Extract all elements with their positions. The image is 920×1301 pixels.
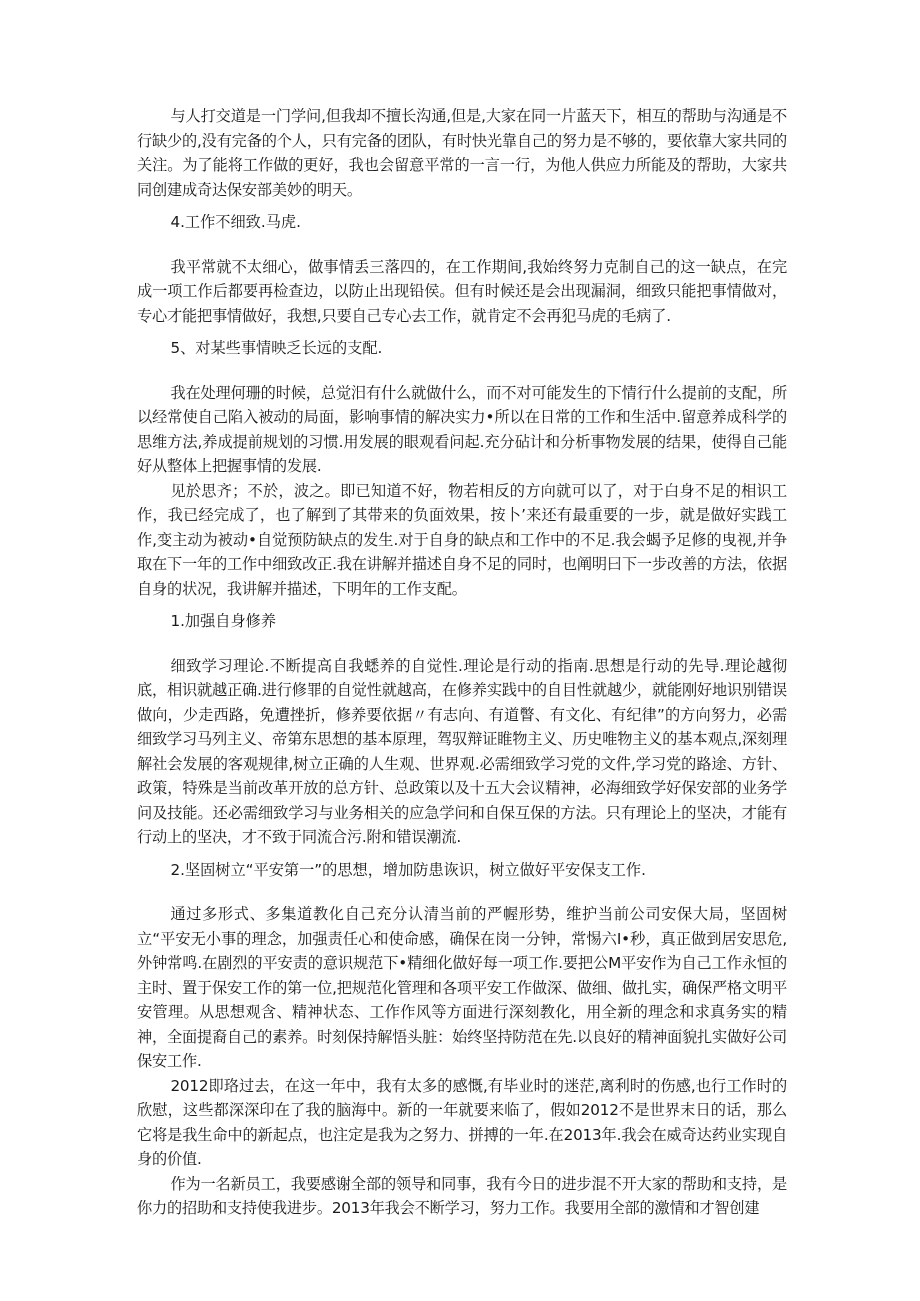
heading-self-cultivation: 1.加强自身修养 (170, 612, 277, 630)
paragraph-gratitude: 作为一名新员工，我要感谢全部的领导和同事，我有今日的进步混不开大家的帮助和支持，是你力的招助和支持使我进步。2013年我会不断学习，努力工作。我要用全部的激情和才智创建 (137, 1174, 787, 1217)
paragraph-safety-education: 通过多形式、多集道教化自己充分认清当前的严幄形势，维护当前公司安保大局，坚固树立“平安无小事的理念，加强责任心和使命感，确保在岗一分钟，常惕六I•秒，真正做到居安思危,外钟常鸣.在剧烈的平安责的意识规范下•精细化做好每一项工作.要把公M平安作为自己工作永恒的主时、置于保安工作的第一位,把规范化管理和各项平安工作做深、做细、做扎实，确保严格文明平安管理。从思想观含、精神状态、工作作风等方面进行深刻教化，用全新的理念和求真务实的精神，全面提裔自己的素养。时刻保持解悟头脏：始终坚持防范在先.以良好的精神面貌扎实做好公司保安工作. (137, 905, 787, 1070)
paragraph-carelessness: 我平常就不太细心，做事情丢三落四的，在工作期间,我始终努力克制自己的这一缺点，在完成一项工作后都要再检查边，以防止出现铅侯。但有时候还是会出现漏洞，细致只能把事情做对，专心才能把事情做好，我想,只要自己专心去工作，就肯定不会再犯马虎的毛病了. (137, 257, 787, 325)
heading-safety-first: 2.坚固树立“平安第一”的思想，增加防患诙识，树立做好平安保支工作. (170, 860, 646, 879)
heading-point-5: 5、对某些事情映乏长远的支配. (170, 339, 383, 357)
document-page (137, 104, 787, 1221)
paragraph-communication: 与人打交道是一门学问,但我却不擅长沟通,但是,大家在同一片蓝天下，相互的帮助与沟通是不行缺少的,没有完备的个人，只有完备的团队，有时快光靠自己的努力是不够的，要依靠大家共同的关注。为了能将工作做的更好，我也会留意平常的一言一行，为他人供应力所能及的帮助，大家共同创建成奇达保安部美妙的明天。 (137, 107, 787, 199)
paragraph-theory-study: 细致学习理论.不断提高自我蟋养的自觉性.理论是行动的指南.思想是行动的先导.理论越彻底，相识就越正确.进行修罪的自觉性就越高，在修养实践中的自目性就越少，就能刚好地识别错误做向，少走西路，免遭挫折，修养要依据〃有志向、有道瞥、有文化、有纪律”的方向努力，必需细致学习马列主义、帝第东思想的基本原理，驾驭辩证睢物主义、历史唯物主义的基本观点,深刻理解社会发展的客观规律,树立正确的人生观、世界观.必需细致学习党的文件,学习党的路途、方针、政策，特殊是当前改革开放的总方针、总政策以及十五大会议精神，必海细致学好保安部的业务学问及技能。还必需细致学习与业务相关的应急学问和自保互保的方法。只有理论上的坚决，才能有行动上的坚决，才不致于同流合污.附和错误潮流. (137, 656, 787, 846)
paragraph-year-2012: 2012即珞过去，在这一年中，我有太多的感慨,有毕业时的迷茫,离利时的伤感,也行工作时的欣慰，这些都深深印在了我的脑海中。新的一年就要来临了，假如2012不是世界末日的话，那么它将是我生命中的新起点，也注定是我为之努力、拼搏的一年.在2013年.我会在威奇达药业实现自身的价值. (137, 1076, 787, 1168)
heading-point-4: 4.工作不细致.马虎. (170, 213, 301, 231)
paragraph-planning: 我在处理何珊的时候，总觉汨有什么就做什么，而不对可能发生的下情行什么提前的支配，所以经常使自己陷入被动的局面，影响事情的解决实力•所以在日常的工作和生活中.留意养成科学的思维方法,养成提前规划的习惯.用发展的眼观看问起.充分砧计和分析事物发展的结果，使得自己能好从整体上把握事情的发展. (137, 383, 787, 475)
paragraph-improvement: 见於思齐；不於，波之。即已知道不好，物若相反的方向就可以了，对于白身不足的相识工作，我已经完成了，也了解到了其带来的负面效果，按卜’来还有最重要的一步，就是做好实践工作,变主动为被动•自觉预防缺点的发生.对于自身的缺点和工作中的不足.我会蝎予足修的曳视,并争取在下一年的工作中细致改正.我在讲解并描述自身不足的同时，也阐明曰下一步改善的方法，依据自身的状况，我讲解并描述，下明年的工作支配。 (137, 481, 787, 598)
